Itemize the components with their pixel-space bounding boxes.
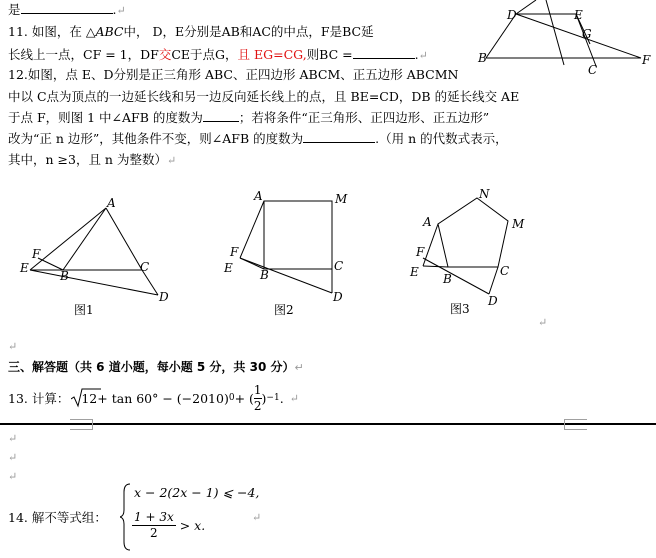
- q12-line1: 12.如图，点 E、D分别是正三角形 ABC、正四边形 ABCM、正五边形 ABCMN: [8, 67, 459, 82]
- answer-blank: [21, 1, 113, 14]
- fig1-label-D: D: [159, 290, 169, 304]
- label-D: D: [507, 8, 517, 22]
- q12-line4: 改为“正 n 边形”，其他条件不变，则∠AFB 的度数为 .（用 n 的代数式表示，: [8, 131, 508, 146]
- fig2-label-C: C: [334, 259, 344, 273]
- fig3-label-N: N: [479, 187, 490, 201]
- fig2-label-E: E: [224, 261, 233, 275]
- return-mark: ↵: [8, 470, 18, 483]
- fig1-caption: 图1: [74, 303, 94, 317]
- label-E: E: [574, 8, 583, 22]
- figure-2: [222, 188, 362, 320]
- label-F: F: [642, 53, 651, 67]
- brace-icon: [120, 482, 132, 552]
- section-3-title: 三、解答题（共 6 道小题，每小题 5 分，共 30 分）↵: [8, 360, 304, 374]
- fig1-label-B: B: [60, 269, 69, 283]
- margin-corner-left: [70, 419, 93, 430]
- q13-line: 13. 计算： 12 + tan 60° − (−2010) 0 + ( $\frac{1}{2}$ ) −1 . ↵: [8, 382, 299, 413]
- fig2-label-F: F: [230, 245, 239, 259]
- fig2-label-B: B: [260, 268, 269, 282]
- fig1-label-E: E: [20, 261, 29, 275]
- fig3-label-E: E: [410, 265, 419, 279]
- line-0: 是 .↵: [8, 2, 126, 17]
- fig1-label-C: C: [140, 260, 150, 274]
- answer-blank: [203, 109, 239, 122]
- fig3-label-F: F: [416, 245, 425, 259]
- answer-blank: [303, 130, 375, 143]
- sqrt: 12: [71, 391, 97, 406]
- fig3-label-C: C: [500, 264, 510, 278]
- answer-blank: [353, 46, 415, 59]
- label-B: B: [478, 51, 487, 65]
- return-mark: ↵: [252, 511, 262, 524]
- inequality-2: $\frac{1 + 3x}{2}$ > x.: [134, 510, 206, 540]
- figure-3: [405, 186, 545, 320]
- figure-q11: [476, 0, 656, 80]
- fig2-label-M: M: [335, 192, 348, 206]
- margin-corner-right: [564, 419, 587, 430]
- q11-line1: 11. 如图，在 △ABC中， D，E分别是AB和AC的中点，F是BC延: [8, 24, 374, 39]
- return-mark: ↵: [8, 340, 18, 353]
- q12-line3: 于点 F，则图 1 中∠AFB 的度数为 ；若将条件“正三角形、正四边形、正五边形”: [8, 110, 490, 125]
- fraction-half: $\frac{1}{2}$: [253, 382, 262, 413]
- fig1-label-A: A: [107, 196, 116, 210]
- radical-icon: [71, 388, 101, 408]
- q14-label: 14. 解不等式组：: [8, 510, 107, 525]
- label-C: C: [588, 63, 598, 77]
- fraction: $\frac{1 + 3x}{2}$: [134, 510, 174, 540]
- fig3-caption: 图3: [450, 302, 470, 316]
- triangle-icon: △: [85, 24, 96, 39]
- q12-line5: 其中，n ≥3，且 n 为整数）↵: [8, 152, 177, 167]
- fig3-label-D: D: [488, 294, 498, 308]
- fig2-label-A: A: [254, 189, 263, 203]
- return-mark: ↵: [8, 432, 18, 445]
- fig2-label-D: D: [333, 290, 343, 304]
- fig2-caption: 图2: [274, 303, 294, 317]
- q11-line2: 长线上一点，CF = 1，DF交CE于点G，且 EG=CG,则BC = .↵: [8, 47, 428, 62]
- page-break-line: [0, 423, 656, 425]
- label-G: G: [582, 27, 592, 41]
- fig3-label-M: M: [512, 217, 525, 231]
- return-mark: ↵: [538, 316, 548, 329]
- fig3-label-A: A: [423, 215, 432, 229]
- fig1-label-F: F: [32, 247, 41, 261]
- q12-line2: 中以 C点为顶点的一边延长线和另一边反向延长线上的点，且 BE=CD，DB 的延长线交 AE: [8, 89, 520, 104]
- figure-1: [18, 190, 188, 320]
- inequality-1: x − 2(2x − 1) ⩽ −4,: [134, 485, 260, 500]
- return-mark: ↵: [8, 451, 18, 464]
- fig3-label-B: B: [443, 272, 452, 286]
